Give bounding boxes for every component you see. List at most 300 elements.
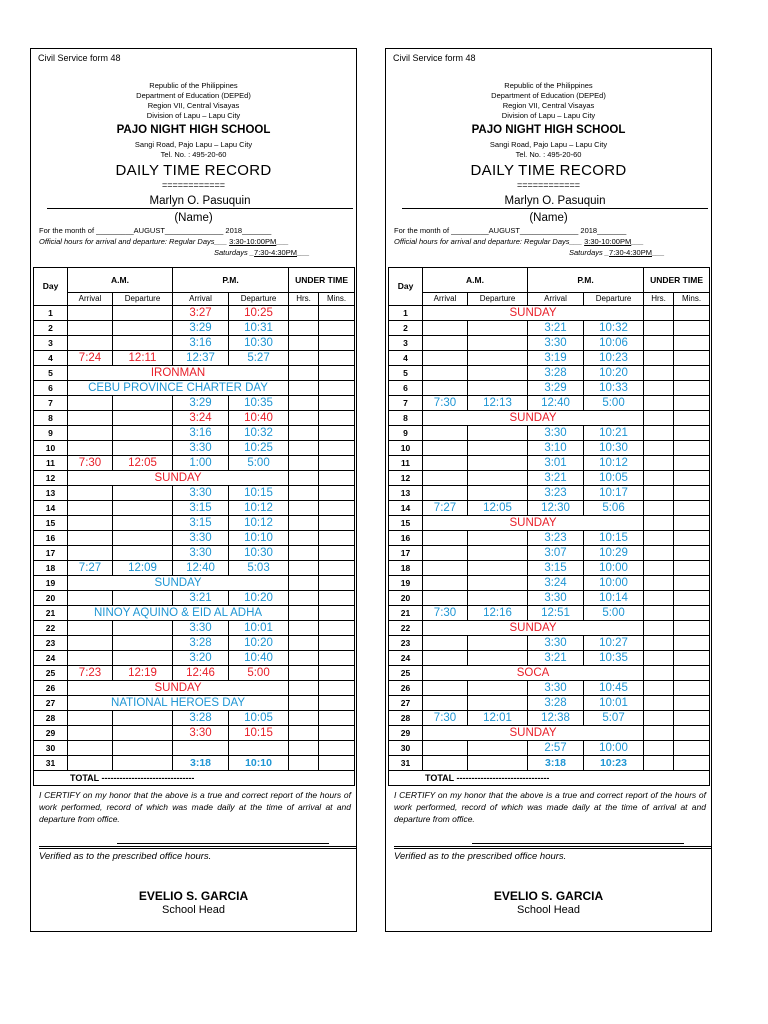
month-value: _________AUGUST______________ 2018_______ [96,226,272,235]
event-label: SUNDAY [423,411,644,426]
day-row [389,756,710,771]
col-undertime: UNDER TIME [289,268,355,293]
pm-departure: 10:31 [229,321,289,336]
undertime-mins [319,546,355,561]
pm-arrival: 3:30 [173,621,229,636]
sub-hrs: Hrs. [644,293,674,306]
day-number: 22 [34,621,68,636]
undertime-mins [674,441,710,456]
day-number: 19 [389,576,423,591]
day-row [34,621,355,636]
am-arrival [423,351,468,366]
am-arrival [423,636,468,651]
day-number: 23 [389,636,423,651]
pm-departure: 5:03 [229,561,289,576]
undertime-hrs [289,756,319,771]
form-code: Civil Service form 48 [38,53,121,63]
pm-departure: 10:20 [584,366,644,381]
am-arrival [423,531,468,546]
record-title: DAILY TIME RECORD [115,162,272,179]
am-arrival [68,531,113,546]
divider-line [394,848,712,849]
name-label: (Name) [174,212,213,224]
pm-arrival: 3:30 [173,546,229,561]
month-value: _________AUGUST______________ 2018_______ [451,226,627,235]
undertime-hrs [644,381,674,396]
day-number: 5 [389,366,423,381]
undertime-hrs [289,711,319,726]
pm-departure: 10:20 [229,591,289,606]
day-row [34,396,355,411]
day-row [389,306,710,321]
am-departure [113,726,173,741]
day-number: 27 [34,696,68,711]
am-arrival [68,426,113,441]
pm-arrival: 3:01 [528,456,584,471]
undertime-hrs [289,666,319,681]
pm-arrival: 3:21 [173,591,229,606]
am-arrival [68,486,113,501]
col-day: Day [34,268,68,306]
undertime-hrs [644,321,674,336]
pm-arrival: 3:19 [528,351,584,366]
record-title: DAILY TIME RECORD [470,162,627,179]
undertime-mins [319,756,355,771]
pm-arrival: 12:51 [528,606,584,621]
undertime-mins [319,711,355,726]
certification-text: I CERTIFY on my honor that the above is a true and correct report of the hours of work performed, record of which was made daily at the time of arrival at and departure from office. [394,790,706,824]
undertime-hrs [644,741,674,756]
month-line [39,226,271,235]
official-hours-tail: ___ [631,237,644,246]
undertime-mins [674,486,710,501]
undertime-mins [319,591,355,606]
pm-arrival: 3:16 [173,336,229,351]
day-number: 10 [389,441,423,456]
day-number: 10 [34,441,68,456]
am-arrival: 7:30 [423,711,468,726]
day-number: 1 [34,306,68,321]
day-row [34,651,355,666]
day-number: 9 [389,426,423,441]
am-arrival [423,336,468,351]
pm-departure: 10:00 [584,576,644,591]
pm-arrival: 3:21 [528,321,584,336]
am-departure [113,711,173,726]
pm-arrival: 3:27 [173,306,229,321]
am-arrival [68,741,113,756]
day-number: 22 [389,621,423,636]
am-departure [113,411,173,426]
pm-arrival: 3:30 [528,426,584,441]
school-telephone: Tel. No. : 495-20-60 [160,150,227,159]
undertime-mins [319,321,355,336]
day-row [389,696,710,711]
undertime-hrs [644,591,674,606]
day-row [34,336,355,351]
am-departure [468,531,528,546]
event-label: NATIONAL HEROES DAY [68,696,289,711]
undertime-hrs [289,591,319,606]
event-label: SUNDAY [423,516,644,531]
undertime-mins [674,351,710,366]
undertime-hrs [644,711,674,726]
undertime-hrs [644,396,674,411]
undertime-hrs [289,441,319,456]
undertime-mins [674,396,710,411]
am-departure [113,306,173,321]
pm-arrival: 3:28 [173,636,229,651]
pm-departure: 10:25 [229,306,289,321]
saturday-hours-tail: ___ [651,248,665,257]
day-number: 15 [34,516,68,531]
pm-arrival: 3:24 [173,411,229,426]
divider-line [39,846,357,847]
day-row [389,441,710,456]
day-row [34,441,355,456]
undertime-mins [319,441,355,456]
undertime-mins [674,636,710,651]
undertime-mins [319,501,355,516]
official-hours-label: Official hours for arrival and departure: Regular Days___ [394,237,585,246]
day-number: 9 [34,426,68,441]
event-label: SUNDAY [423,306,644,321]
am-departure: 12:11 [113,351,173,366]
pm-departure: 10:25 [229,441,289,456]
undertime-mins [674,681,710,696]
col-am: A.M. [423,268,528,293]
undertime-hrs [644,486,674,501]
time-record-table [388,267,710,786]
undertime-mins [674,711,710,726]
undertime-hrs [644,696,674,711]
undertime-mins [319,456,355,471]
am-arrival: 7:23 [68,666,113,681]
time-record-table [33,267,355,786]
am-departure [468,741,528,756]
day-row [389,456,710,471]
undertime-mins [319,636,355,651]
undertime-hrs [644,336,674,351]
undertime-hrs [289,411,319,426]
verified-text: Verified as to the prescribed office hours. [394,851,567,862]
pm-arrival: 3:23 [528,486,584,501]
time-record-rows [34,306,355,771]
undertime-hrs [644,636,674,651]
undertime-mins [674,696,710,711]
day-row [389,546,710,561]
pm-departure: 10:00 [584,741,644,756]
am-departure: 12:01 [468,711,528,726]
pm-departure: 10:15 [229,486,289,501]
day-number: 1 [389,306,423,321]
undertime-mins [674,576,710,591]
undertime-hrs [644,516,674,531]
event-label: SOCA [423,666,644,681]
sub-pm-departure: Departure [229,293,289,306]
undertime-mins [319,621,355,636]
undertime-mins [319,396,355,411]
am-arrival [423,441,468,456]
pm-departure: 10:12 [229,516,289,531]
am-arrival [68,411,113,426]
undertime-hrs [289,741,319,756]
am-arrival [68,306,113,321]
day-row [34,561,355,576]
school-head-name: EVELIO S. GARCIA [138,889,249,903]
saturday-hours-value: 7:30-4:30PM [609,248,652,257]
school-head-name: EVELIO S. GARCIA [493,889,604,903]
pm-departure: 10:45 [584,681,644,696]
pm-departure: 10:35 [584,651,644,666]
day-row [34,606,355,621]
event-label: IRONMAN [68,366,289,381]
am-arrival: 7:30 [423,606,468,621]
undertime-mins [319,411,355,426]
pm-arrival: 3:29 [173,321,229,336]
day-row [34,666,355,681]
pm-arrival: 3:30 [528,591,584,606]
day-row [389,576,710,591]
pm-arrival: 12:40 [528,396,584,411]
undertime-hrs [289,681,319,696]
official-hours-line [394,237,644,246]
pm-arrival: 3:28 [528,696,584,711]
am-arrival [423,561,468,576]
am-arrival [68,516,113,531]
day-number: 16 [389,531,423,546]
undertime-mins [319,681,355,696]
pm-departure [229,741,289,756]
undertime-mins [319,726,355,741]
sub-am-departure: Departure [113,293,173,306]
undertime-hrs [289,381,319,396]
day-row [389,591,710,606]
day-number: 8 [34,411,68,426]
sub-pm-departure: Departure [584,293,644,306]
official-hours-label: Official hours for arrival and departure: Regular Days___ [39,237,230,246]
undertime-mins [319,516,355,531]
undertime-mins [674,411,710,426]
day-number: 13 [389,486,423,501]
undertime-mins [674,471,710,486]
day-row [389,366,710,381]
am-departure [113,651,173,666]
time-record-rows [389,306,710,771]
day-row [389,606,710,621]
am-departure [468,426,528,441]
am-departure: 12:05 [468,501,528,516]
am-departure [468,591,528,606]
undertime-mins [319,531,355,546]
undertime-mins [319,561,355,576]
day-row [34,756,355,771]
am-departure [113,426,173,441]
pm-arrival: 2:57 [528,741,584,756]
month-label: For the month of [39,226,97,235]
sub-mins: Mins. [319,293,355,306]
day-row [389,411,710,426]
undertime-hrs [289,426,319,441]
undertime-hrs [644,756,674,771]
undertime-mins [674,741,710,756]
am-departure [468,471,528,486]
undertime-mins [319,576,355,591]
day-number: 29 [389,726,423,741]
undertime-hrs [644,576,674,591]
day-row [389,636,710,651]
day-row [389,471,710,486]
am-departure [468,486,528,501]
pm-departure: 10:29 [584,546,644,561]
am-arrival [68,621,113,636]
pm-departure: 10:00 [584,561,644,576]
dtr-form-right [385,48,712,932]
pm-arrival: 3:30 [173,441,229,456]
saturday-hours-line [569,248,665,257]
am-departure [113,756,173,771]
am-departure [113,501,173,516]
undertime-mins [674,516,710,531]
pm-arrival: 3:30 [173,531,229,546]
pm-arrival: 3:07 [528,546,584,561]
day-number: 4 [34,351,68,366]
pm-departure: 10:35 [229,396,289,411]
day-row [389,741,710,756]
header-line-1: Republic of the Philippines [149,81,238,90]
title-divider: ============ [161,180,226,190]
school-head-title: School Head [162,904,225,916]
day-number: 4 [389,351,423,366]
day-row [34,711,355,726]
day-number: 7 [389,396,423,411]
day-number: 18 [389,561,423,576]
pm-arrival: 3:16 [173,426,229,441]
day-row [389,711,710,726]
total-row: TOTAL ------------------------------- [389,771,710,786]
am-departure [468,456,528,471]
pm-departure: 10:05 [229,711,289,726]
pm-arrival: 3:29 [528,381,584,396]
am-departure [113,516,173,531]
undertime-mins [674,456,710,471]
am-arrival: 7:30 [423,396,468,411]
am-departure: 12:19 [113,666,173,681]
pm-arrival: 3:30 [528,336,584,351]
am-departure [113,591,173,606]
pm-arrival: 3:15 [173,516,229,531]
pm-departure: 10:30 [229,546,289,561]
day-number: 17 [389,546,423,561]
undertime-hrs [644,546,674,561]
am-arrival [423,756,468,771]
pm-departure: 10:27 [584,636,644,651]
pm-arrival: 3:24 [528,576,584,591]
pm-arrival: 3:29 [173,396,229,411]
pm-arrival: 3:28 [173,711,229,726]
day-number: 20 [34,591,68,606]
day-number: 15 [389,516,423,531]
undertime-hrs [644,621,674,636]
day-number: 31 [34,756,68,771]
am-arrival [423,591,468,606]
sub-mins: Mins. [674,293,710,306]
am-arrival: 7:24 [68,351,113,366]
undertime-mins [674,651,710,666]
day-row [389,381,710,396]
pm-arrival: 12:30 [528,501,584,516]
saturday-label: Saturdays _ [569,248,610,257]
am-departure [113,636,173,651]
am-arrival [423,741,468,756]
day-row [34,366,355,381]
day-row [389,396,710,411]
undertime-hrs [289,516,319,531]
am-arrival [423,576,468,591]
event-label: SUNDAY [68,471,289,486]
undertime-hrs [644,501,674,516]
undertime-hrs [289,621,319,636]
am-arrival [68,501,113,516]
dtr-form-left [30,48,357,932]
undertime-hrs [289,531,319,546]
pm-arrival: 3:30 [528,681,584,696]
header-line-3: Region VII, Central Visayas [502,101,595,110]
pm-arrival: 3:28 [528,366,584,381]
undertime-mins [674,366,710,381]
day-number: 2 [34,321,68,336]
pm-departure: 10:01 [229,621,289,636]
official-hours-line [39,237,289,246]
am-departure [113,741,173,756]
am-arrival [423,381,468,396]
pm-departure: 10:32 [584,321,644,336]
am-departure [468,696,528,711]
am-departure [468,381,528,396]
am-arrival [423,681,468,696]
undertime-hrs [644,726,674,741]
am-departure: 12:05 [113,456,173,471]
day-row [389,486,710,501]
undertime-hrs [289,636,319,651]
day-number: 16 [34,531,68,546]
undertime-mins [319,381,355,396]
school-name: PAJO NIGHT HIGH SCHOOL [471,124,626,136]
am-arrival [68,711,113,726]
col-pm: P.M. [528,268,644,293]
school-name: PAJO NIGHT HIGH SCHOOL [116,124,271,136]
pm-departure: 5:00 [229,666,289,681]
am-departure [468,546,528,561]
undertime-hrs [289,306,319,321]
undertime-hrs [644,306,674,321]
pm-arrival [173,741,229,756]
day-number: 23 [34,636,68,651]
day-number: 26 [34,681,68,696]
day-number: 27 [389,696,423,711]
undertime-mins [319,426,355,441]
undertime-mins [674,666,710,681]
day-number: 6 [389,381,423,396]
pm-departure: 5:00 [229,456,289,471]
day-number: 21 [34,606,68,621]
day-row [34,696,355,711]
day-row [389,501,710,516]
undertime-mins [319,606,355,621]
undertime-mins [319,696,355,711]
am-arrival [68,336,113,351]
day-number: 21 [389,606,423,621]
